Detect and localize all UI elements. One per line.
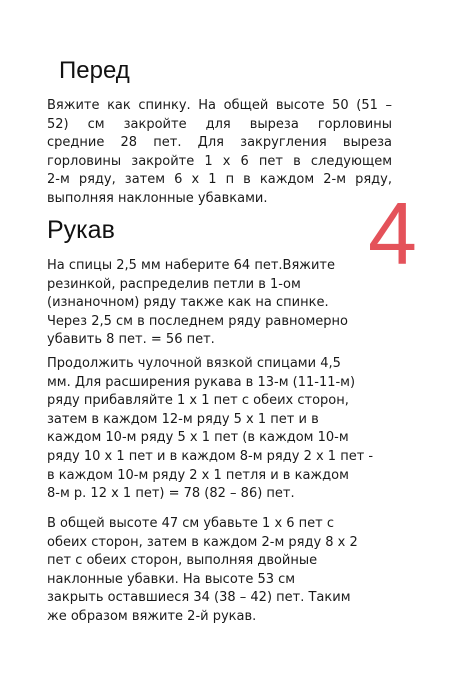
text-line: горловины закройте 1 х 6 пет в следующем	[47, 153, 392, 169]
text-line: Вяжите как спинку. На общей высоте 50 (51 –	[47, 98, 392, 113]
text-line: убавить 8 пет. = 56 пет.	[47, 332, 215, 348]
text-line: в каждом 10-м ряду 2 х 1 петля и в каждом	[47, 467, 349, 483]
text-line: наклонные убавки. На высоте 53 см	[47, 571, 296, 587]
text-line: средние 28 пет. Для закругления выреза	[47, 135, 392, 151]
text-line: 52) см закройте для выреза горловины	[47, 116, 392, 132]
page-number: 4	[368, 184, 417, 283]
text-line: Продолжить чулочной вязкой спицами 4,5	[47, 356, 341, 371]
text-line: пет с обеих сторон, выполняя двойные	[47, 553, 318, 569]
text-line: мм. Для расширения рукава в 13-м (11-11-м)	[47, 374, 356, 390]
text-line: затем в каждом 12-м ряду 5 х 1 пет и в	[47, 411, 319, 427]
text-line: 2-м ряду, затем 6 х 1 п в каждом 2-м ряду,	[47, 172, 392, 188]
section-title-sleeve: Рукав	[47, 216, 115, 244]
text-line: ряду прибавляйте 1 х 1 пет с обеих сторон,	[47, 393, 349, 409]
text-line: На спицы 2,5 мм наберите 64 пет.Вяжите	[47, 258, 335, 273]
text-line: выполняя наклонные убавками.	[47, 190, 268, 206]
text-line: резинкой, распределив петли в 1-ом	[47, 276, 301, 292]
text-line: обеих сторон, затем в каждом 2-м ряду 8 х 2	[47, 534, 358, 550]
text-line: ряду 10 х 1 пет и в каждом 8-м ряду 2 х 1 пет -	[47, 448, 374, 464]
text-line: Через 2,5 см в последнем ряду равномерно	[47, 313, 348, 329]
sleeve-instructions-increase	[47, 355, 387, 504]
sleeve-instructions-bind-off	[47, 515, 387, 627]
front-instructions	[47, 97, 392, 209]
sleeve-instructions-cast-on	[47, 257, 387, 350]
text-line: (изнаночном) ряду также как на спинке.	[47, 295, 329, 311]
section-title-front: Перед	[59, 57, 130, 84]
text-line: каждом 10-м ряду 5 х 1 пет (в каждом 10-м	[47, 430, 349, 446]
text-line: В общей высоте 47 см убавьте 1 х 6 пет с	[47, 516, 335, 531]
text-line: 8-м р. 12 х 1 пет) = 78 (82 – 86) пет.	[47, 486, 295, 502]
text-line: же образом вяжите 2-й рукав.	[47, 608, 257, 624]
text-line: закрыть оставшиеся 34 (38 – 42) пет. Таким	[47, 590, 351, 606]
